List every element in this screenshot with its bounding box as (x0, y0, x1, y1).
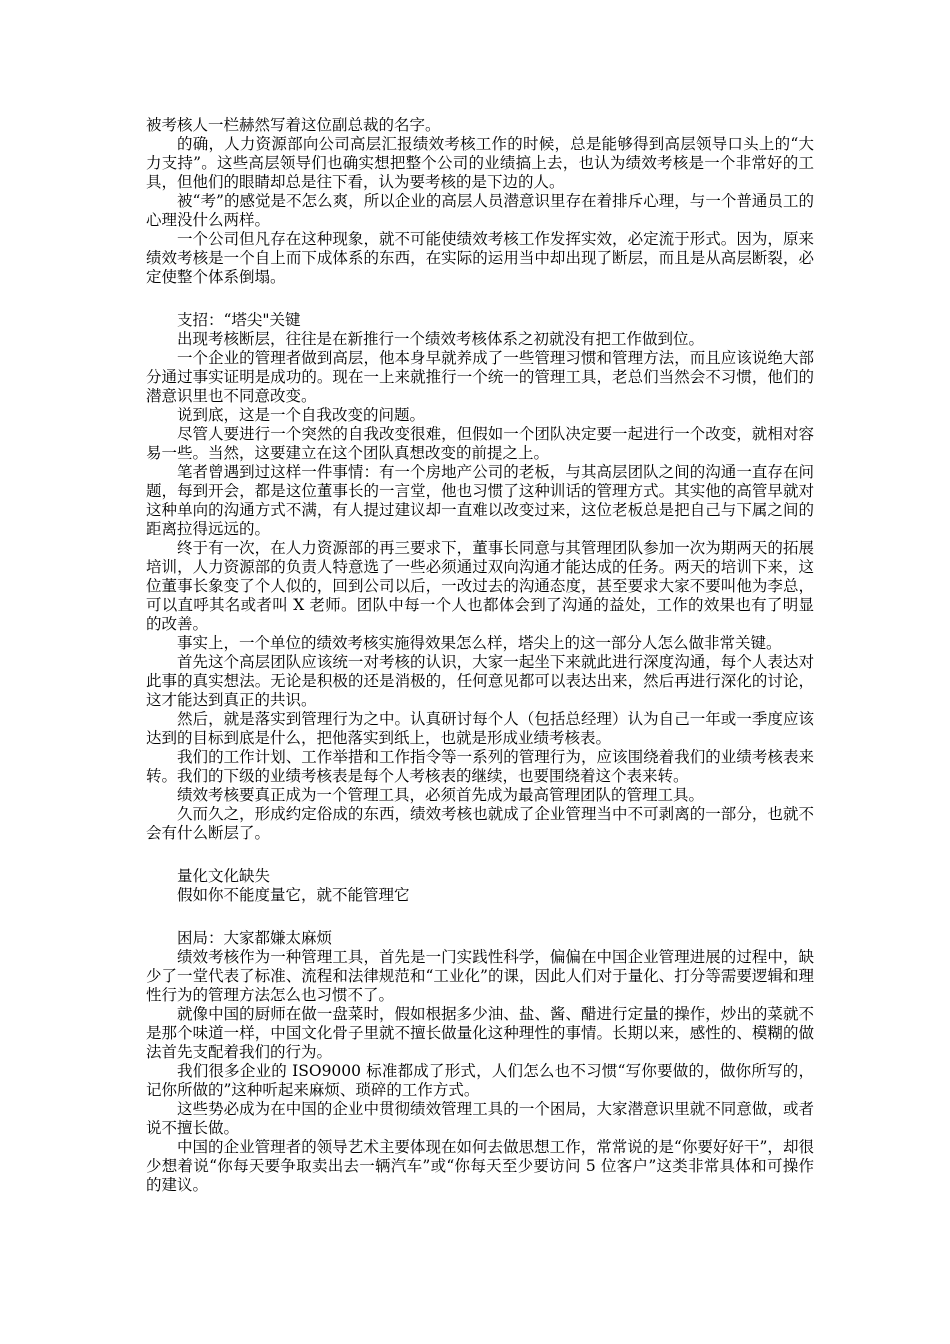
paragraph: 一个企业的管理者做到高层，他本身早就养成了一些管理习惯和管理方法，而且应该说绝大部分通过事实证明是成功的。现在一上来就推行一个统一的管理工具，老总们当然会不习惯，他们的潜意识里也不同意改变。 (146, 349, 814, 405)
paragraph: 然后，就是落实到管理行为之中。认真研讨每个人（包括总经理）认为自己一年或一季度应该达到的目标到底是什么，把他落实到纸上，也就是形成业绩考核表。 (146, 710, 814, 747)
paragraph: 中国的企业管理者的领导艺术主要体现在如何去做思想工作，常常说的是“你要好好干”，却很少想着说“你每天要争取卖出去一辆汽车”或“你每天至少要访问 5 位客户”这类非常具体和可操作的建议。 (146, 1138, 814, 1194)
document-body (146, 116, 814, 1195)
paragraph: 绩效考核作为一种管理工具，首先是一门实践性科学，偏偏在中国企业管理进展的过程中，缺少了一堂代表了标准、流程和法律规范和“工业化”的课，因此人们对于量化、打分等需要逻辑和理性行为的管理方法怎么也习惯不了。 (146, 948, 814, 1004)
paragraph: 笔者曾遇到过这样一件事情：有一个房地产公司的老板，与其高层团队之间的沟通一直存在问题，每到开会，都是这位董事长的一言堂，他也习惯了这种训话的管理方式。其实他的高管早就对这种单向的沟通方式不满，有人提过建议却一直难以改变过来，这位老板总是把自己与下属之间的距离拉得远远的。 (146, 463, 814, 538)
paragraph: 我们很多企业的 ISO9000 标准都成了形式，人们怎么也不习惯“写你要做的，做你所写的，记你所做的”这种听起来麻烦、琐碎的工作方式。 (146, 1062, 814, 1099)
paragraph: 就像中国的厨师在做一盘菜时，假如根据多少油、盐、酱、醋进行定量的操作，炒出的菜就不是那个味道一样，中国文化骨子里就不擅长做量化这种理性的事情。长期以来，感性的、模糊的做法首先支配着我们的行为。 (146, 1005, 814, 1061)
section-heading: 支招：“塔尖"关键 (177, 311, 301, 329)
section-heading: 量化文化缺失 (177, 867, 271, 885)
paragraph: 我们的工作计划、工作举措和工作指令等一系列的管理行为，应该围绕着我们的业绩考核表来转。我们的下级的业绩考核表是每个人考核表的继续，也要围绕着这个表来转。 (146, 748, 814, 785)
section-heading: 困局：大家都嫌太麻烦 (177, 929, 333, 947)
paragraph: 被考核人一栏赫然写着这位副总裁的名字。 (146, 116, 441, 134)
paragraph: 被“考”的感觉是不怎么爽，所以企业的高层人员潜意识里存在着排斥心理，与一个普通员工的心理没什么两样。 (146, 192, 814, 229)
paragraph: 这些势必成为在中国的企业中贯彻绩效管理工具的一个困局，大家潜意识里就不同意做，或者说不擅长做。 (146, 1100, 814, 1137)
paragraph: 出现考核断层，往往是在新推行一个绩效考核体系之初就没有把工作做到位。 (177, 330, 705, 348)
paragraph: 久而久之，形成约定俗成的东西，绩效考核也就成了企业管理当中不可剥离的一部分，也就不会有什么断层了。 (146, 805, 814, 842)
paragraph: 首先这个高层团队应该统一对考核的认识，大家一起坐下来就此进行深度沟通，每个人表达对此事的真实想法。无论是积极的还是消极的，任何意见都可以表达出来，然后再进行深化的讨论，这才能达到真正的共识。 (146, 653, 814, 709)
section-subheading: 假如你不能度量它，就不能管理它 (177, 886, 410, 904)
section-gap (146, 287, 814, 311)
paragraph: 说到底，这是一个自我改变的问题。 (177, 406, 426, 424)
paragraph: 绩效考核要真正成为一个管理工具，必须首先成为最高管理团队的管理工具。 (177, 786, 705, 804)
paragraph: 一个公司但凡存在这种现象，就不可能使绩效考核工作发挥实效，必定流于形式。因为，原来绩效考核是一个自上而下成体系的东西，在实际的运用当中却出现了断层，而且是从高层断裂，必定使整个体系倒塌。 (146, 230, 814, 286)
paragraph: 事实上，一个单位的绩效考核实施得效果怎么样，塔尖上的这一部分人怎么做非常关键。 (177, 634, 782, 652)
section-gap (146, 905, 814, 929)
paragraph: 终于有一次，在人力资源部的再三要求下，董事长同意与其管理团队参加一次为期两天的拓展培训，人力资源部的负责人特意选了一些必须通过双向沟通才能达成的任务。两天的培训下来，这位董事长象变了个人似的，回到公司以后，一改过去的沟通态度，甚至要求大家不要叫他为李总，可以直呼其名或者叫 X 老师。团队中每一个人也都体会到了沟通的益处，工作的效果也有了明显的改善。 (146, 539, 814, 633)
section-gap (146, 843, 814, 867)
paragraph: 的确，人力资源部向公司高层汇报绩效考核工作的时候，总是能够得到高层领导口头上的“大力支持”。这些高层领导们也确实想把整个公司的业绩搞上去，也认为绩效考核是一个非常好的工具，但他们的眼睛却总是往下看，认为要考核的是下边的人。 (146, 135, 814, 191)
paragraph: 尽管人要进行一个突然的自我改变很难，但假如一个团队决定要一起进行一个改变，就相对容易一些。当然，这要建立在这个团队真想改变的前提之上。 (146, 425, 814, 462)
